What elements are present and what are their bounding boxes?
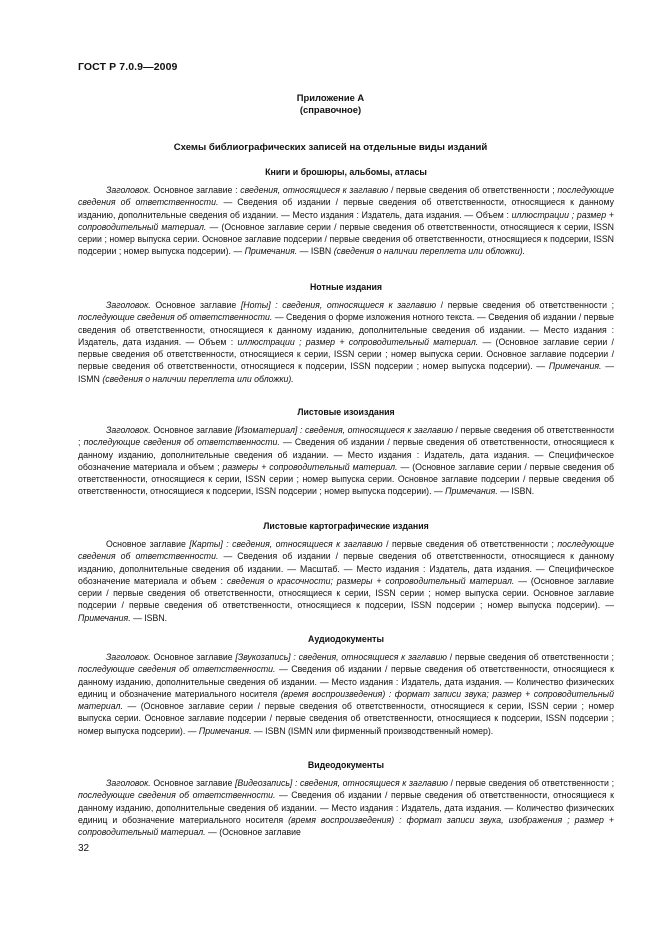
section-body-maps	[78, 538, 614, 624]
italic-text-run: Заголовок.	[106, 425, 151, 435]
italic-text-run: последующие сведения об ответственности.	[78, 790, 276, 801]
text-run: / первые сведения об ответственности ;	[446, 652, 614, 662]
text-run: — (Основное заглавие серии / первые сведения об ответственности, относящиеся к серии, ISSN серии ; номер выпуска серии. Основное заглавие подсерии / первые сведения об ответственности, относящиеся к подсерии, ISSN подсерии ; номер выпуска подсерии). —	[78, 701, 614, 736]
text-run: Основное заглавие	[106, 539, 190, 549]
text-run: Основное заглавие	[150, 778, 235, 788]
section-body-audio	[78, 651, 614, 737]
document-code: ГОСТ Р 7.0.9—2009	[78, 61, 178, 73]
italic-text-run: размеры + сопроводительный материал.	[222, 461, 398, 472]
italic-text-run: сведения, относящиеся к заглавию	[240, 185, 389, 195]
italic-text-run: [Карты] : сведения, относящиеся к заглавию	[189, 539, 383, 549]
italic-text-run: Примечания.	[445, 486, 498, 497]
section-body-sheet-images	[78, 424, 614, 498]
italic-text-run: Примечания.	[198, 725, 252, 736]
italic-text-run: (время воспроизведения) : формат записи звука; размер + сопроводительный материал.	[78, 688, 614, 711]
text-run: / первые сведения об ответственности ;	[447, 778, 614, 788]
appendix-note: (справочное)	[299, 104, 362, 115]
italic-text-run: [Изоматериал] : сведения, относящиеся к заглавию	[234, 425, 453, 435]
italic-text-run: Примечания.	[244, 246, 298, 257]
italic-text-run: Заголовок.	[106, 300, 151, 310]
italic-text-run: Примечания.	[548, 361, 602, 372]
text-run: — Сведения о форме изложения нотного текста. — Сведения об издании / первые сведения об ответственности, относящиеся к данному изданию, дополнительные сведения об издании. — Место издания : Издатель, дата издания. — Объем :	[78, 312, 615, 347]
text-run: — Сведения об издании / первые сведения об ответственности, относящиеся к данному изданию, дополнительные сведения об издании. — Место издания : Издатель, дата издания. — Объем :	[78, 197, 614, 220]
text-run: — Сведения об издании / первые сведения об ответственности, относящиеся к данному изданию, дополнительные сведения об издании. — Место издания : Издатель, дата издания. — Количество физических единиц и обозначение материального носителя	[78, 790, 615, 825]
italic-text-run: Примечания.	[78, 612, 131, 623]
text-run: — (Основное заглавие серии / первые сведения об ответственности, относящиеся к серии, ISSN серии ; номер выпуска серии. Основное заглавие подсерии / первые сведения об ответственности, относящиеся к подсерии, ISSN подсерии ; номер выпуска подсерии). —	[78, 336, 614, 372]
text-run: — ISBN	[297, 246, 334, 257]
text-run: — Сведения об издании / первые сведения об ответственности, относящиеся к данному изданию, дополнительные сведения об издании. — Место издания : Издатель, дата издания. — Количество физических единиц и обозначение материального носителя	[78, 664, 615, 699]
italic-text-run: последующие сведения об ответственности.	[78, 664, 276, 675]
section-title-sheet-images: Листовые изоиздания	[297, 407, 395, 417]
italic-text-run: последующие сведения об ответственности.	[78, 185, 614, 208]
italic-text-run: иллюстрации ; размер + сопроводительный материал.	[78, 209, 614, 232]
text-run: / первые сведения об ответственности ;	[436, 300, 615, 310]
text-run: — ISBN (ISMN или фирменный производственный номер).	[251, 725, 494, 736]
section-title-books: Книги и брошюры, альбомы, атласы	[265, 167, 427, 177]
text-run: — (Основное заглавие серии / первые сведения об ответственности, относящиеся к серии, ISSN серии ; номер выпуска серии. Основное заглавие подсерии / первые сведения об ответственности, относящиеся к подсерии, ISSN подсерии ; номер выпуска подсерии). —	[78, 221, 614, 257]
italic-text-run: [Звукозапись] : сведения, относящиеся к заглавию	[235, 652, 447, 662]
text-run: — Сведения об издании / первые сведения об ответственности, относящиеся к данному изданию, дополнительные сведения об издании. — Место издания : Издатель, дата издания. — Специфическое обозначение материала и объем ;	[78, 437, 614, 472]
italic-text-run: (время воспроизведения) : формат записи звука, изображения ; размер + сопроводительный материал.	[78, 814, 614, 837]
italic-text-run: последующие сведения об ответственности.	[78, 539, 614, 562]
italic-text-run: последующие сведения об ответственности.	[78, 312, 273, 323]
italic-text-run: Заголовок.	[106, 778, 151, 788]
text-run: / первые сведения об ответственности ;	[382, 539, 558, 549]
text-run: — (Основное заглавие серии / первые сведения об ответственности, относящиеся к серии, ISSN серии ; номер выпуска серии. Основное заглавие подсерии / первые сведения об ответственности, относящиеся к подсерии, ISSN подсерии ; номер выпуска подсерии). —	[78, 461, 614, 497]
section-body-books	[78, 184, 614, 258]
page-title: Схемы библиографических записей на отдельные виды изданий	[173, 142, 488, 153]
italic-text-run: последующие сведения об ответственности.	[83, 437, 280, 448]
italic-text-run: [Видеозапись] : сведения, относящиеся к заглавию	[234, 778, 448, 788]
text-run: — (Основное заглавие	[205, 827, 301, 837]
text-run: — ISBN.	[497, 486, 535, 497]
text-run: Основное заглавие :	[150, 185, 241, 195]
italic-text-run: иллюстрации ; размер + сопроводительный материал.	[237, 336, 479, 347]
text-run: — ISMN	[78, 361, 614, 384]
text-run: Основное заглавие	[150, 652, 236, 662]
appendix-label: Приложение А	[296, 92, 365, 103]
section-body-video	[78, 777, 614, 838]
page-number: 32	[78, 843, 90, 854]
italic-text-run: [Ноты] : сведения, относящиеся к заглавию	[240, 300, 437, 310]
italic-text-run: сведения о красочности; размеры + сопроводительный материал.	[226, 575, 515, 586]
section-body-music	[78, 299, 614, 385]
italic-text-run: (сведения о наличии переплета или обложки).	[102, 373, 294, 384]
italic-text-run: Заголовок.	[106, 652, 151, 662]
text-run: Основное заглавие	[150, 300, 241, 310]
italic-text-run: (сведения о наличии переплета или обложки).	[333, 246, 526, 257]
text-run: Основное заглавие	[150, 425, 235, 435]
section-title-video: Видеодокументы	[307, 760, 385, 770]
section-title-music: Нотные издания	[309, 282, 383, 292]
text-run: — Сведения об издании / первые сведения об ответственности, относящиеся к данному изданию, дополнительные сведения об издании. — Масштаб. — Место издания : Издатель, дата издания. — Специфическое обозначение материала и объем :	[78, 551, 614, 586]
italic-text-run: Заголовок.	[106, 185, 151, 195]
text-run: — (Основное заглавие серии / первые сведения об ответственности, относящиеся к серии, ISSN серии ; номер выпуска серии. Основное заглавие подсерии / первые сведения об ответственности, относящиеся к подсерии, ISSN подсерии ; номер выпуска подсерии). —	[78, 575, 614, 611]
text-run: / первые сведения об ответственности ;	[78, 425, 614, 448]
section-title-maps: Листовые картографические издания	[263, 521, 429, 531]
text-run: / первые сведения об ответственности ;	[388, 185, 558, 195]
section-title-audio: Аудиодокументы	[308, 634, 384, 644]
text-run: — ISBN.	[130, 612, 168, 623]
